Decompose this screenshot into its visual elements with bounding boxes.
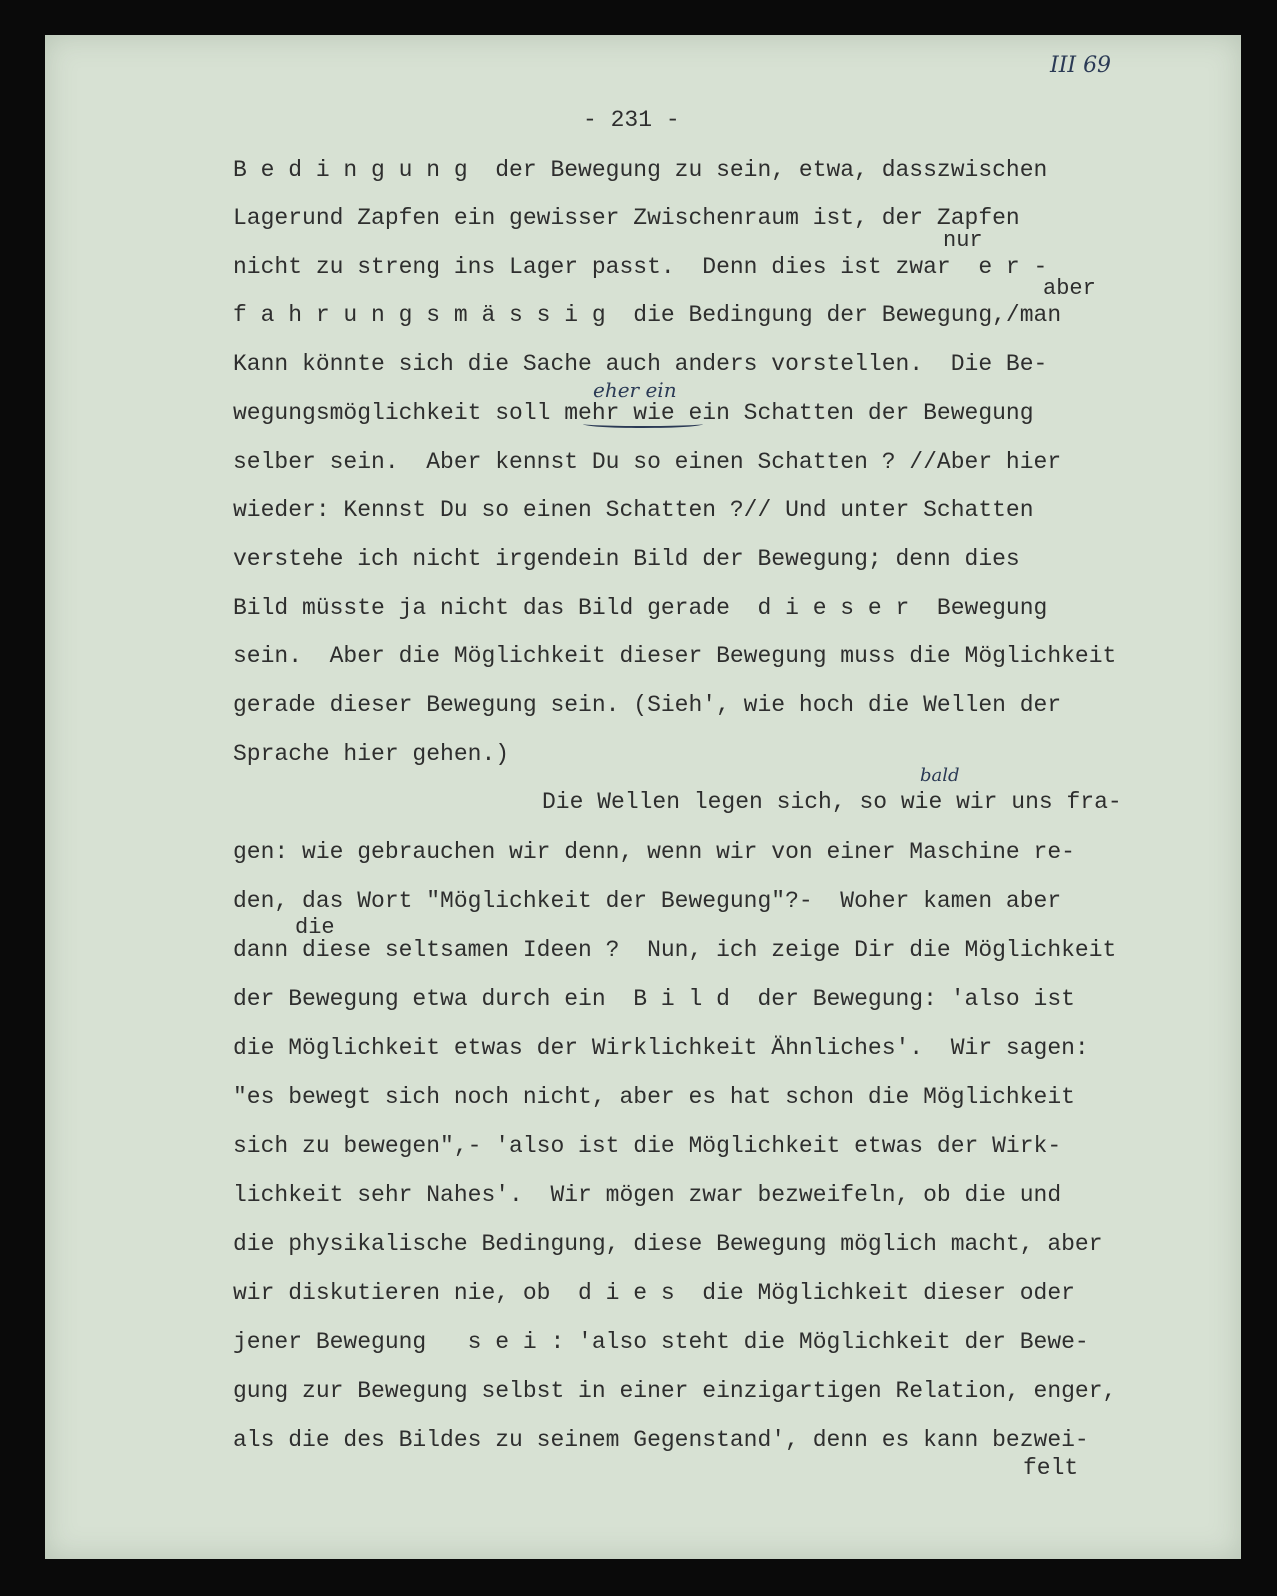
handwritten-insertion: bald: [920, 765, 960, 786]
interlinear-insert: die: [295, 915, 335, 940]
text-line: der Bewegung etwa durch ein B i l d der Bewegung: 'also ist: [233, 986, 1075, 1012]
text-line: die Möglichkeit etwas der Wirklichkeit Ähnliches'. Wir sagen:: [233, 1035, 1089, 1061]
text-line: Lagerund Zapfen ein gewisser Zwischenraum ist, der Zapfen: [233, 205, 1020, 231]
handwritten-underline: [583, 420, 703, 428]
interlinear-insert: aber: [1043, 276, 1096, 301]
text-line: wieder: Kennst Du so einen Schatten ?// Und unter Schatten: [233, 497, 1034, 523]
text-line: Kann könnte sich die Sache auch anders vorstellen. Die Be-: [233, 351, 1048, 377]
interlinear-insert: nur: [943, 228, 983, 253]
text-line: den, das Wort "Möglichkeit der Bewegung"?- Woher kamen aber: [233, 888, 1062, 914]
document-page: [45, 35, 1241, 1559]
text-line: B e d i n g u n g der Bewegung zu sein, etwa, dasszwischen: [233, 157, 1048, 183]
text-line: gung zur Bewegung selbst in einer einzigartigen Relation, enger,: [233, 1378, 1117, 1404]
archive-mark: III 69: [1050, 53, 1112, 78]
text-line: gen: wie gebrauchen wir denn, wenn wir von einer Maschine re-: [233, 839, 1075, 865]
text-line: f a h r u n g s m ä s s i g die Bedingung der Bewegung,/man: [233, 302, 1062, 328]
text-line: lichkeit sehr Nahes'. Wir mögen zwar bezweifeln, ob die und: [233, 1182, 1062, 1208]
text-line: felt: [1023, 1455, 1079, 1481]
text-line: sein. Aber die Möglichkeit dieser Bewegung muss die Möglichkeit: [233, 643, 1117, 669]
text-line: sich zu bewegen",- 'also ist die Möglichkeit etwas der Wirk-: [233, 1133, 1062, 1159]
text-line: jener Bewegung s e i : 'also steht die Möglichkeit der Bewe-: [233, 1329, 1089, 1355]
handwritten-insertion: eher ein: [593, 378, 677, 402]
text-line: "es bewegt sich noch nicht, aber es hat schon die Möglichkeit: [233, 1084, 1075, 1110]
text-line: dann diese seltsamen Ideen ? Nun, ich zeige Dir die Möglichkeit: [233, 937, 1117, 963]
text-line: die physikalische Bedingung, diese Bewegung möglich macht, aber: [233, 1231, 1103, 1257]
text-line: Bild müsste ja nicht das Bild gerade d i e s e r Bewegung: [233, 595, 1048, 621]
page-number: - 231 -: [583, 107, 680, 133]
text-line: gerade dieser Bewegung sein. (Sieh', wie hoch die Wellen der: [233, 692, 1062, 718]
text-line: als die des Bildes zu seinem Gegenstand', denn es kann bezwei-: [233, 1427, 1089, 1453]
text-line: Die Wellen legen sich, so wie wir uns fra-: [542, 789, 1122, 815]
text-line: wir diskutieren nie, ob d i e s die Möglichkeit dieser oder: [233, 1280, 1075, 1306]
text-line: selber sein. Aber kennst Du so einen Schatten ? //Aber hier: [233, 449, 1062, 475]
text-line: Sprache hier gehen.): [233, 741, 510, 767]
text-line: nicht zu streng ins Lager passt. Denn dies ist zwar e r -: [233, 254, 1048, 280]
text-line: verstehe ich nicht irgendein Bild der Bewegung; denn dies: [233, 546, 1020, 572]
text-line: wegungsmöglichkeit soll mehr wie ein Schatten der Bewegung: [233, 400, 1034, 426]
